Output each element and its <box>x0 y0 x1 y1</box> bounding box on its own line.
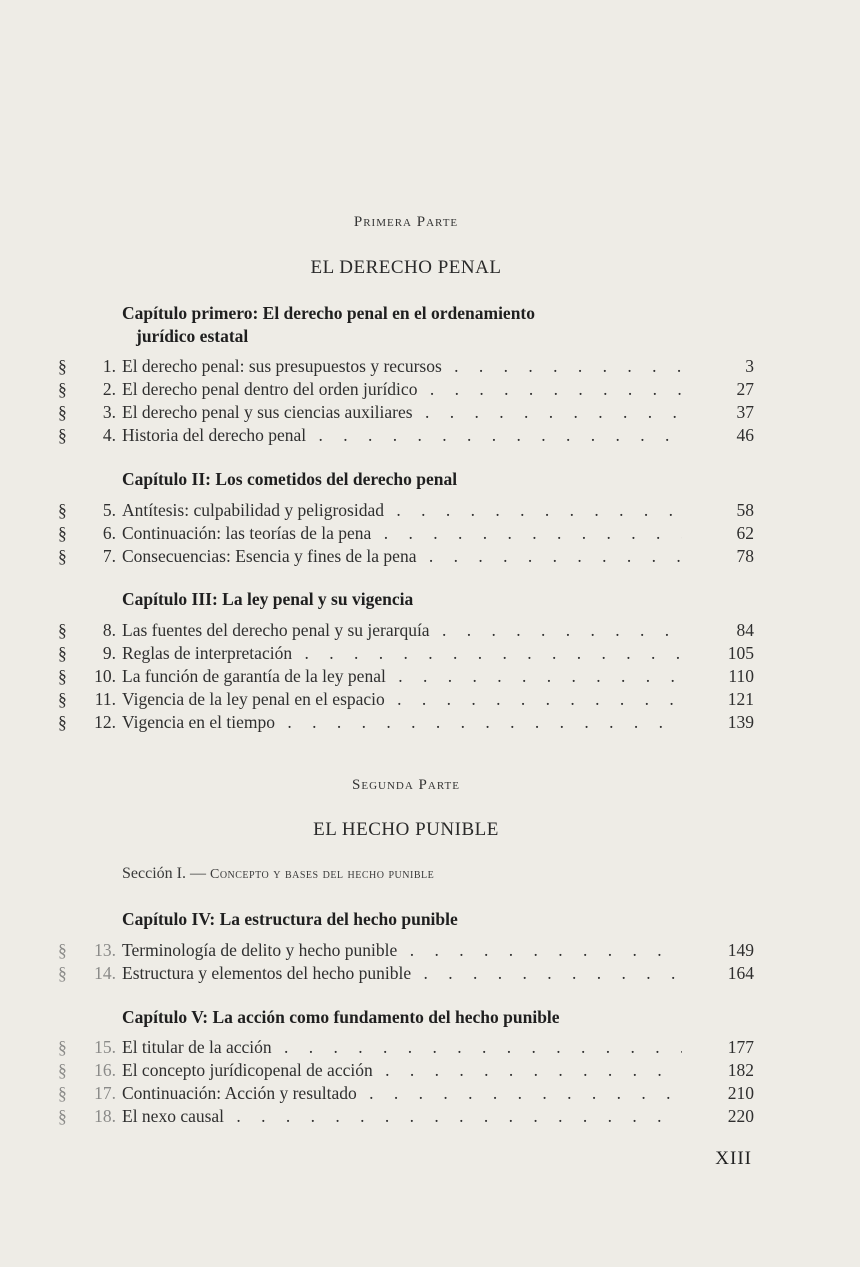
entry-page: 182 <box>727 1060 754 1080</box>
entry-page: 78 <box>736 546 754 566</box>
toc-entry <box>58 962 754 985</box>
toc-entry <box>58 499 754 522</box>
entry-title: Las fuentes del derecho penal y su jerarquía . . . <box>122 619 682 642</box>
entry-title: El derecho penal dentro del orden jurídico . . . <box>122 378 682 401</box>
section-symbol: § <box>58 402 67 422</box>
entry-page: 110 <box>728 666 754 686</box>
section-symbol: § <box>58 1106 67 1126</box>
part-label: Primera Parte <box>353 214 459 230</box>
toc-entry <box>58 688 754 711</box>
entry-page: 58 <box>736 500 754 520</box>
entry-title: Historia del derecho penal . . . <box>122 424 682 447</box>
entry-title: El concepto jurídicopenal de acción . . . <box>122 1059 682 1082</box>
entry-number: 12. <box>94 712 116 732</box>
entry-page: 37 <box>736 402 754 422</box>
entry-page: 149 <box>727 940 754 960</box>
entry-number: 18. <box>94 1106 116 1126</box>
entry-number: 10. <box>94 666 116 686</box>
entry-title: La función de garantía de la ley penal . . . <box>122 665 682 688</box>
entry-title: El titular de la acción . . . <box>122 1036 682 1059</box>
part-title: EL DERECHO PENAL <box>310 257 502 278</box>
toc-entry <box>58 378 754 401</box>
page-folio: XIII <box>715 1148 752 1169</box>
toc-entry <box>58 939 754 962</box>
entry-page: 121 <box>727 689 754 709</box>
entry-title: Terminología de delito y hecho punible . . . <box>122 939 682 962</box>
section-symbol: § <box>58 643 67 663</box>
entry-title: El derecho penal: sus presupuestos y recursos . . . <box>122 355 682 378</box>
entry-title: Antítesis: culpabilidad y peligrosidad . . . <box>122 499 682 522</box>
section-symbol: § <box>58 620 67 640</box>
section-symbol: § <box>58 425 67 445</box>
entry-page: 46 <box>736 425 754 445</box>
section-symbol: § <box>58 963 67 983</box>
toc-entry <box>58 545 754 568</box>
entry-page: 3 <box>745 356 754 376</box>
section-heading: Sección I. — Concepto y bases del hecho punible <box>122 865 435 882</box>
entry-number: 15. <box>94 1037 116 1057</box>
section-symbol: § <box>58 1037 67 1057</box>
section-symbol: § <box>58 712 67 732</box>
toc-entry <box>58 424 754 447</box>
section-symbol: § <box>58 379 67 399</box>
entry-title: El derecho penal y sus ciencias auxiliares . . . <box>122 401 682 424</box>
section-symbol: § <box>58 1083 67 1103</box>
show-through-text <box>380 26 384 44</box>
chapter-heading: Capítulo IV: La estructura del hecho punible <box>122 909 458 929</box>
entry-title: Reglas de interpretación . . . <box>122 642 682 665</box>
entry-number: 6. <box>102 523 116 543</box>
entry-number: 1. <box>102 356 116 376</box>
toc-entry <box>58 401 754 424</box>
entry-page: 27 <box>736 379 754 399</box>
chapter-heading: Capítulo II: Los cometidos del derecho penal <box>122 469 458 489</box>
toc-entry <box>58 355 754 378</box>
entry-page: 62 <box>736 523 754 543</box>
entry-number: 5. <box>102 500 116 520</box>
entry-number: 14. <box>94 963 116 983</box>
entry-number: 16. <box>94 1060 116 1080</box>
entry-page: 139 <box>727 712 754 732</box>
entry-number: 13. <box>94 940 116 960</box>
entry-title: Vigencia en el tiempo . . . <box>122 711 682 734</box>
entry-page: 84 <box>736 620 754 640</box>
section-symbol: § <box>58 546 67 566</box>
chapter-heading: Capítulo III: La ley penal y su vigencia <box>122 589 414 609</box>
section-symbol: § <box>58 356 67 376</box>
section-symbol: § <box>58 1060 67 1080</box>
part-title: EL HECHO PUNIBLE <box>313 819 499 840</box>
toc-entry <box>58 642 754 665</box>
entry-page: 105 <box>727 643 754 663</box>
entry-number: 8. <box>102 620 116 640</box>
chapter-heading: Capítulo V: La acción como fundamento del hecho punible <box>122 1007 560 1027</box>
entry-page: 164 <box>727 963 754 983</box>
entry-title: Continuación: las teorías de la pena . . . <box>122 522 682 545</box>
entry-number: 3. <box>102 402 116 422</box>
entry-title: El nexo causal . . . <box>122 1105 682 1128</box>
entry-title: Continuación: Acción y resultado . . . <box>122 1082 682 1105</box>
section-symbol: § <box>58 940 67 960</box>
toc-entry <box>58 1036 754 1059</box>
entry-number: 2. <box>102 379 116 399</box>
entry-number: 7. <box>102 546 116 566</box>
toc-entry <box>58 1059 754 1082</box>
entry-number: 4. <box>102 425 116 445</box>
part-label: Segunda Parte <box>352 777 460 793</box>
toc-entry <box>58 619 754 642</box>
entry-number: 17. <box>94 1083 116 1103</box>
entry-title: Consecuencias: Esencia y fines de la pena . . . <box>122 545 682 568</box>
entry-title: Vigencia de la ley penal en el espacio . . . <box>122 688 682 711</box>
section-symbol: § <box>58 666 67 686</box>
section-symbol: § <box>58 500 67 520</box>
entry-page: 210 <box>727 1083 754 1103</box>
toc-entry <box>58 711 754 734</box>
entry-title: Estructura y elementos del hecho punible . . . <box>122 962 682 985</box>
section-symbol: § <box>58 523 67 543</box>
toc-entry <box>58 665 754 688</box>
section-symbol: § <box>58 689 67 709</box>
entry-number: 9. <box>102 643 116 663</box>
entry-page: 220 <box>727 1106 754 1126</box>
entry-page: 177 <box>727 1037 754 1057</box>
toc-entry <box>58 1105 754 1128</box>
chapter-heading: Capítulo primero: El derecho penal en el ordenamiento jurídico estatal <box>122 303 536 346</box>
toc-entry <box>58 1082 754 1105</box>
entry-number: 11. <box>94 689 116 709</box>
toc-entry <box>58 522 754 545</box>
